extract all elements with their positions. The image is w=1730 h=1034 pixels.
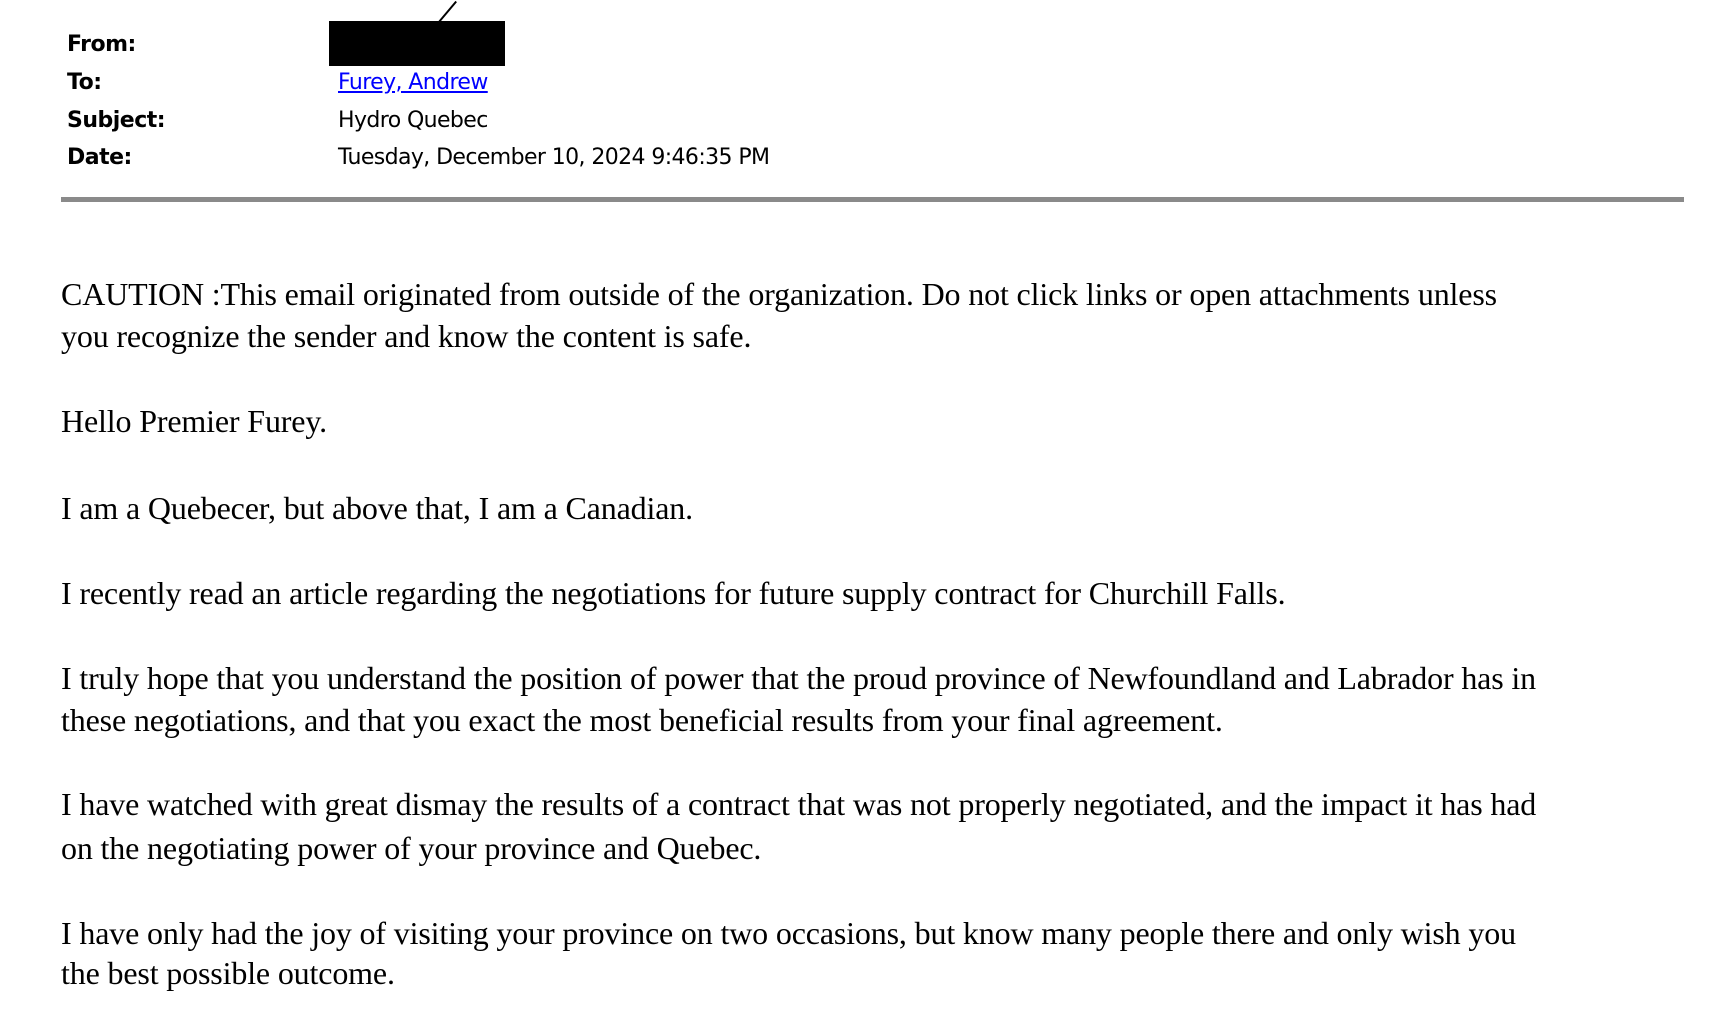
greeting: Hello Premier Furey. — [61, 403, 327, 439]
body-paragraph-3-line-2: these negotiations, and that you exact the most beneficial results from your final agreement. — [61, 702, 1223, 738]
subject-label: Subject: — [67, 108, 166, 133]
header-divider — [61, 197, 1684, 202]
body-paragraph-5-line-2: the best possible outcome. — [61, 955, 395, 991]
body-paragraph-2: I recently read an article regarding the negotiations for future supply contract for Churchill Falls. — [61, 575, 1286, 611]
to-recipient-link[interactable]: Furey, Andrew — [338, 70, 488, 95]
date-value: Tuesday, December 10, 2024 9:46:35 PM — [338, 145, 770, 170]
from-value-redaction — [329, 21, 505, 66]
subject-value: Hydro Quebec — [338, 108, 488, 133]
body-paragraph-5-line-1: I have only had the joy of visiting your province on two occasions, but know many people there and only wish you — [61, 915, 1516, 951]
caution-notice-line-2: you recognize the sender and know the content is safe. — [61, 318, 752, 354]
body-paragraph-3-line-1: I truly hope that you understand the position of power that the proud province of Newfoundland and Labrador has in — [61, 660, 1536, 696]
from-label: From: — [67, 32, 136, 57]
date-label: Date: — [67, 145, 132, 170]
redaction-annotation-line — [437, 1, 456, 23]
caution-notice-line-1: CAUTION :This email originated from outside of the organization. Do not click links or open attachments unless — [61, 276, 1497, 312]
body-paragraph-1: I am a Quebecer, but above that, I am a Canadian. — [61, 490, 693, 526]
body-paragraph-4-line-1: I have watched with great dismay the results of a contract that was not properly negotiated, and the impact it has had — [61, 786, 1537, 822]
to-label: To: — [67, 70, 102, 95]
body-paragraph-4-line-2: on the negotiating power of your province and Quebec. — [61, 830, 762, 866]
